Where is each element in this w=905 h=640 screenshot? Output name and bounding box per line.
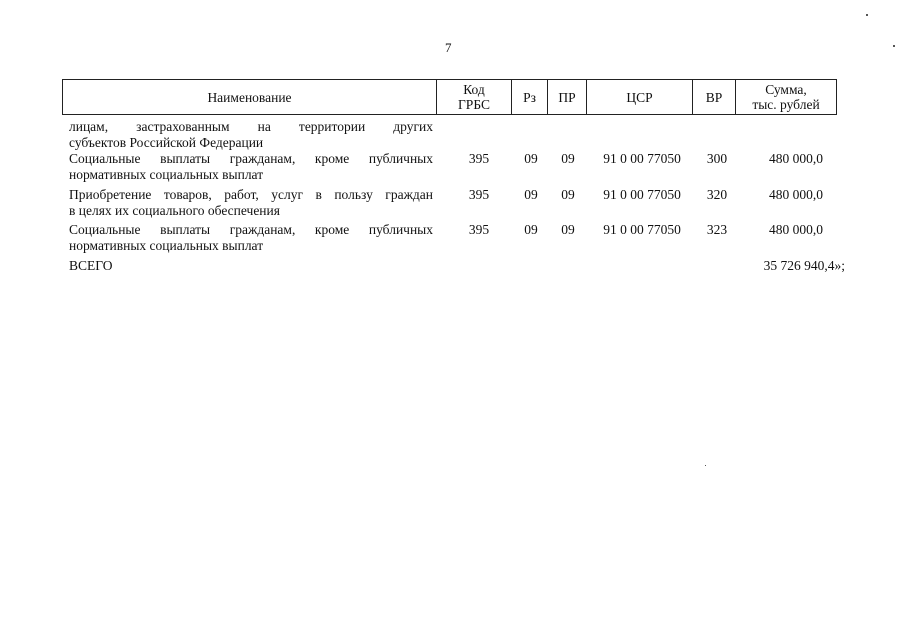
row-code: 395 [468, 222, 490, 237]
row-name-line2: нормативных социальных выплат [69, 238, 264, 253]
row-pr: 09 [561, 151, 575, 166]
header-vr-label: ВР [705, 89, 723, 105]
header-vr [692, 80, 735, 114]
header-pr-label: ПР [558, 89, 576, 105]
row-rz: 09 [524, 222, 538, 237]
row-pr: 09 [561, 222, 575, 237]
row-csr: 91 0 00 77050 [603, 187, 681, 202]
header-rz-label: Рз [523, 89, 536, 105]
row-name-line1: Социальные выплаты гражданам, кроме публичных [69, 222, 433, 237]
continuation-line2: субъектов Российской Федерации [69, 135, 264, 150]
header-rz [511, 80, 547, 114]
header-pr [547, 80, 586, 114]
row-vr: 320 [706, 187, 728, 202]
row-sum: 480 000,0 [769, 151, 823, 166]
continuation-line1: лицам, застрахованным на территории других [69, 119, 433, 134]
header-name-label: Наименование [207, 89, 292, 105]
total-label: ВСЕГО [69, 258, 113, 273]
scan-mark [893, 45, 895, 47]
row-name-line2: в целях их социального обеспечения [69, 203, 280, 218]
table-header [62, 79, 837, 115]
row-sum: 480 000,0 [769, 222, 823, 237]
total-value: 35 726 940,4»; [763, 258, 845, 273]
row-csr: 91 0 00 77050 [603, 222, 681, 237]
header-code-line2: ГРБС [458, 97, 490, 112]
row-code: 395 [468, 187, 490, 202]
header-code-line1: Код [463, 82, 485, 97]
row-csr: 91 0 00 77050 [603, 151, 681, 166]
row-rz: 09 [524, 151, 538, 166]
header-sum [735, 80, 836, 114]
row-rz: 09 [524, 187, 538, 202]
row-name-line1: Приобретение товаров, работ, услуг в пользу граждан [69, 187, 433, 202]
row-sum: 480 000,0 [769, 187, 823, 202]
row-name-line2: нормативных социальных выплат [69, 167, 264, 182]
row-name-line1: Социальные выплаты гражданам, кроме публичных [69, 151, 433, 166]
header-sum-line2: тыс. рублей [752, 97, 820, 112]
header-sum-line1: Сумма, [765, 82, 807, 97]
row-vr: 300 [706, 151, 728, 166]
scan-mark [866, 14, 868, 16]
row-pr: 09 [561, 187, 575, 202]
header-csr [586, 80, 692, 114]
row-code: 395 [468, 151, 490, 166]
page-number: 7 [445, 40, 452, 55]
header-csr-label: ЦСР [626, 89, 653, 105]
scan-mark [705, 465, 706, 466]
row-vr: 323 [706, 222, 728, 237]
header-name [63, 80, 436, 114]
header-code [436, 80, 511, 114]
